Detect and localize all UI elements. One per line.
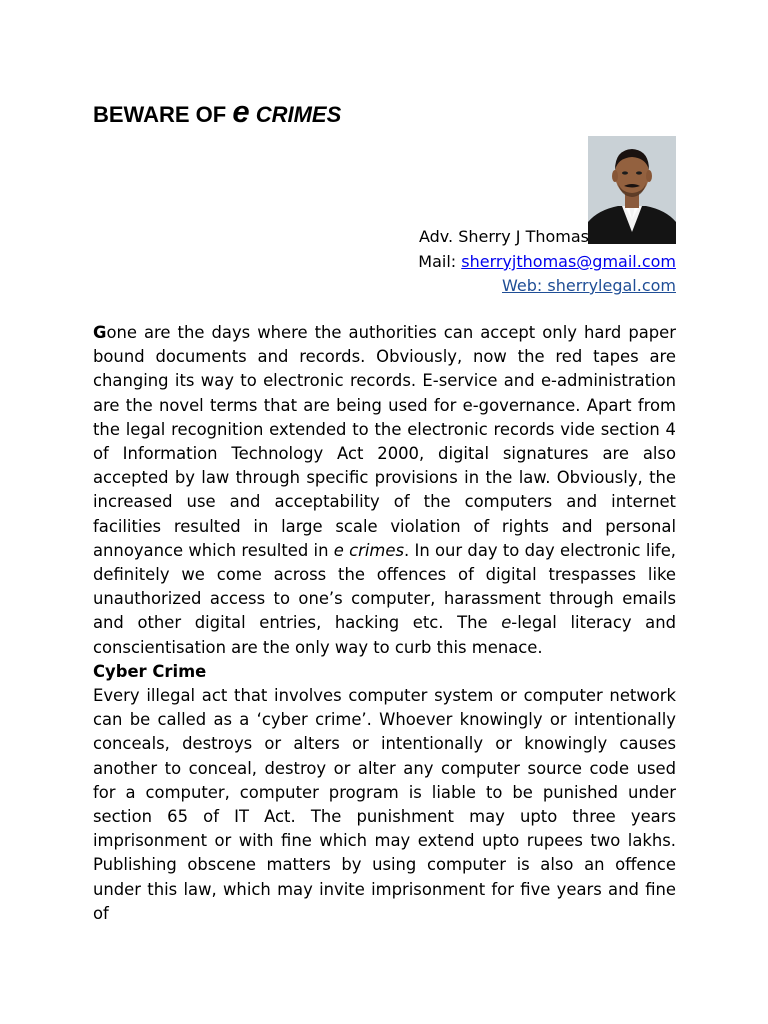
author-portrait-image — [588, 136, 676, 244]
intro-italic2: e — [501, 613, 512, 633]
intro-part3: -legal literacy and conscientisation are the only way to curb this menace. — [93, 613, 676, 657]
title-prefix: BEWARE OF — [93, 102, 233, 127]
author-mail — [336, 250, 676, 274]
author-web — [336, 274, 676, 298]
intro-part2: . In our day to day electronic life, definitely we come across the offences of digital trespasses like unauthorized access to one’s computer, harassment through emails and other digital entries, hacking etc. The — [93, 540, 676, 633]
section-heading: Cyber Crime — [93, 661, 207, 681]
intro-lead: G — [93, 323, 107, 342]
author-name: Adv. Sherry J Thomas — [418, 227, 589, 246]
title-e: e — [232, 94, 250, 129]
intro-part1: one are the days where the authorities can accept only hard paper bound documents and records. Obviously, now the red tapes are changing its way to electronic records. E-service and e-administration are the novel terms that are being used for e-governance. Apart from the legal recognition extended to the electronic records vide section 4 of Information Technology Act 2000, digital signatures are also accepted by law through specific provisions in the law. Obviously, the increased use and acceptability of the computers and internet facilities resulted in large scale violation of rights and personal annoyance which resulted in — [93, 323, 676, 560]
page-title — [93, 96, 341, 131]
mail-link[interactable]: sherryjthomas@gmail.com — [461, 252, 676, 271]
title-suffix: CRIMES — [249, 102, 342, 127]
intro-paragraph — [93, 321, 676, 660]
mail-label: Mail: — [418, 252, 462, 271]
web-link[interactable]: Web: sherrylegal.com — [502, 276, 676, 295]
author-photo — [588, 136, 676, 244]
intro-italic1: e crimes — [333, 540, 405, 560]
section-paragraph: Every illegal act that involves computer system or computer network can be called as a ‘cyber crime’. Whoever knowingly or intentionally conceals, destroys or alters or intentionally or knowingly causes another to conceal, destroy or alter any computer source code used for a computer, computer program is liable to be punished under section 65 of IT Act. The punishment may upto three years imprisonment or with fine which may extend upto rupees two lakhs. Publishing obscene matters by using computer is also an offence under this law, which may invite imprisonment for five years and fine of — [93, 686, 676, 923]
article-body — [93, 321, 676, 926]
